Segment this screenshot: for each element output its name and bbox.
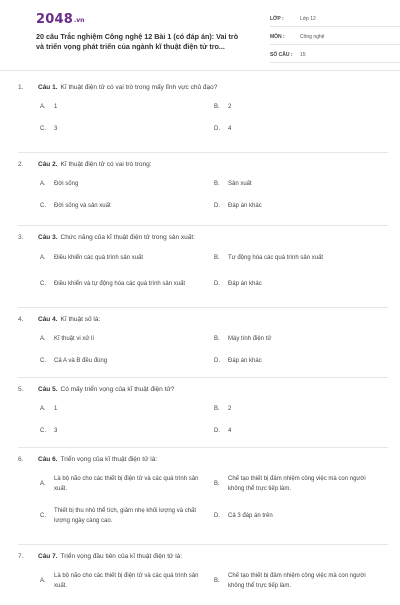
option-list xyxy=(40,96,388,140)
option-letter: D. xyxy=(214,126,220,132)
option-letter: C. xyxy=(40,358,46,364)
question-number: 1. xyxy=(18,83,24,91)
option-letter: B. xyxy=(214,104,220,110)
option-letter: C. xyxy=(40,428,46,434)
question-number: 7. xyxy=(18,552,24,560)
option-d[interactable] xyxy=(214,420,388,442)
option-letter: A. xyxy=(40,406,46,412)
option-letter: C. xyxy=(40,126,46,132)
option-a[interactable] xyxy=(40,565,214,597)
question-label: Câu 2. xyxy=(38,160,58,168)
question-item xyxy=(18,153,388,226)
option-letter: B. xyxy=(214,181,220,187)
option-text: Cả 3 đáp án trên xyxy=(228,513,273,519)
option-text: Đời sống và sản xuất xyxy=(54,203,111,209)
option-text: Đáp án khác xyxy=(228,358,262,364)
question-header xyxy=(18,310,388,328)
question-header xyxy=(18,547,388,565)
option-d[interactable] xyxy=(214,350,388,372)
option-text: Cả A và B đều đúng xyxy=(54,358,108,364)
option-b[interactable] xyxy=(214,565,388,597)
option-b[interactable] xyxy=(214,328,388,350)
question-text: Chức năng của kĩ thuật điện tử trong sản xuất: xyxy=(60,233,195,241)
option-text: Đáp án khác xyxy=(228,203,262,209)
question-text: Kĩ thuật số là: xyxy=(60,315,101,323)
option-a[interactable] xyxy=(40,173,214,195)
option-letter: B. xyxy=(214,336,220,342)
question-item xyxy=(18,545,388,605)
option-letter: B. xyxy=(214,578,220,584)
question-number: 3. xyxy=(18,233,24,241)
meta-value: 15 xyxy=(300,52,306,58)
option-list xyxy=(40,328,388,372)
option-letter: A. xyxy=(40,181,46,187)
option-letter: B. xyxy=(214,255,220,261)
option-a[interactable] xyxy=(40,246,214,270)
question-label: Câu 1. xyxy=(38,83,58,91)
question-text: Triển vọng đầu tiên của kĩ thuật điện tử là: xyxy=(60,552,183,560)
option-letter: A. xyxy=(40,481,46,487)
option-text: 2 xyxy=(228,406,232,412)
option-text: Đời sống xyxy=(54,181,79,187)
option-letter: D. xyxy=(214,281,220,287)
question-text: Kĩ thuật điện tử có vai trò trong mấy lĩnh vực chủ đạo? xyxy=(60,83,218,91)
option-text: 4 xyxy=(228,126,232,132)
option-letter: A. xyxy=(40,255,46,261)
option-c[interactable] xyxy=(40,420,214,442)
option-letter: C. xyxy=(40,281,46,287)
question-number: 2. xyxy=(18,160,24,168)
option-text: 3 xyxy=(54,126,58,132)
option-letter: D. xyxy=(214,358,220,364)
option-text: Là bộ não cho các thiết bị điện tử và các quá trình sản xuất. xyxy=(54,573,199,589)
question-number: 6. xyxy=(18,455,24,463)
option-a[interactable] xyxy=(40,468,214,500)
option-letter: A. xyxy=(40,104,46,110)
option-list xyxy=(40,565,388,597)
meta-label: LỚP : xyxy=(270,16,284,22)
question-item xyxy=(18,308,388,378)
document-header xyxy=(18,0,390,70)
question-item xyxy=(18,378,388,448)
document-title: 20 câu Trắc nghiệm Công nghệ 12 Bài 1 (có đáp án): Vai trò và triển vọng phát triển của ngành kĩ thuật điện tử tro... xyxy=(36,32,239,51)
option-b[interactable] xyxy=(214,398,388,420)
question-label: Câu 3. xyxy=(38,233,58,241)
meta-value: Công nghệ xyxy=(300,34,325,40)
option-b[interactable] xyxy=(214,246,388,270)
option-c[interactable] xyxy=(40,118,214,140)
option-letter: B. xyxy=(214,481,220,487)
option-text: Đáp án khác xyxy=(228,281,262,287)
option-list xyxy=(40,246,388,298)
option-letter: A. xyxy=(40,336,46,342)
option-text: Điều khiển và tự động hóa các quá trình sản xuất xyxy=(54,281,186,287)
option-letter: D. xyxy=(214,428,220,434)
option-text: 2 xyxy=(228,104,232,110)
question-label: Câu 7. xyxy=(38,552,58,560)
option-b[interactable] xyxy=(214,468,388,500)
question-header xyxy=(18,380,388,398)
meta-question-count xyxy=(270,48,400,63)
option-text: Thiết bị thu nhỏ thể tích, giảm nhẹ khối lượng và chất lượng ngày càng cao. xyxy=(54,508,197,524)
option-text: Kĩ thuật vi xử lí xyxy=(54,336,95,342)
option-text: 1 xyxy=(54,104,58,110)
option-a[interactable] xyxy=(40,328,214,350)
option-text: 3 xyxy=(54,428,58,434)
question-header xyxy=(18,155,388,173)
meta-value: Lớp 12 xyxy=(300,16,316,22)
question-header xyxy=(18,450,388,468)
site-logo[interactable] xyxy=(36,12,84,27)
option-d[interactable] xyxy=(214,195,388,217)
document-meta xyxy=(270,12,400,66)
option-text: Sản xuất xyxy=(228,181,252,187)
option-b[interactable] xyxy=(214,173,388,195)
question-text: Kĩ thuật điện tử có vai trò trong: xyxy=(60,160,152,168)
question-list xyxy=(18,78,388,605)
option-text: Điều khiển các quá trình sản xuất xyxy=(54,255,144,261)
option-letter: C. xyxy=(40,203,46,209)
question-number: 4. xyxy=(18,315,24,323)
question-label: Câu 5. xyxy=(38,385,58,393)
option-text: Máy tính điện tử xyxy=(228,336,272,342)
option-c[interactable] xyxy=(40,350,214,372)
logo-suffix: .vn xyxy=(73,17,85,24)
option-letter: D. xyxy=(214,203,220,209)
meta-label: SỐ CÂU : xyxy=(270,52,293,58)
question-label: Câu 6. xyxy=(38,455,58,463)
option-list xyxy=(40,468,388,532)
option-text: Chế tạo thiết bị đảm nhiệm công việc mà con người không thể trực tiếp làm. xyxy=(228,573,366,589)
option-a[interactable] xyxy=(40,96,214,118)
option-d[interactable] xyxy=(214,500,388,532)
option-list xyxy=(40,398,388,442)
meta-label: MÔN : xyxy=(270,34,285,40)
option-letter: C. xyxy=(40,513,46,519)
question-number: 5. xyxy=(18,385,24,393)
logo-text: 2048 xyxy=(36,12,73,27)
option-c[interactable] xyxy=(40,270,214,298)
option-list xyxy=(40,173,388,217)
option-text: 1 xyxy=(54,406,58,412)
header-divider xyxy=(0,70,400,71)
option-letter: D. xyxy=(214,513,220,519)
option-d[interactable] xyxy=(214,270,388,298)
meta-subject xyxy=(270,30,400,45)
question-header xyxy=(18,78,388,96)
question-header xyxy=(18,228,388,246)
option-text: Chế tạo thiết bị đảm nhiệm công việc mà con người không thể trực tiếp làm. xyxy=(228,476,366,492)
question-item xyxy=(18,448,388,545)
question-item xyxy=(18,226,388,308)
question-label: Câu 4. xyxy=(38,315,58,323)
option-d[interactable] xyxy=(214,118,388,140)
option-a[interactable] xyxy=(40,398,214,420)
option-text: Là bộ não cho các thiết bị điện tử và các quá trình sản xuất. xyxy=(54,476,199,492)
option-b[interactable] xyxy=(214,96,388,118)
question-item xyxy=(18,78,388,153)
option-c[interactable] xyxy=(40,195,214,217)
meta-grade xyxy=(270,12,400,27)
question-text: Triển vọng của kĩ thuật điện tử là: xyxy=(60,455,158,463)
option-text: Tự động hóa các quá trình sản xuất xyxy=(228,255,324,261)
option-letter: A. xyxy=(40,578,46,584)
option-c[interactable] xyxy=(40,500,214,532)
option-text: 4 xyxy=(228,428,232,434)
option-letter: B. xyxy=(214,406,220,412)
question-text: Có mấy triển vọng của kĩ thuật điện tử? xyxy=(60,385,175,393)
